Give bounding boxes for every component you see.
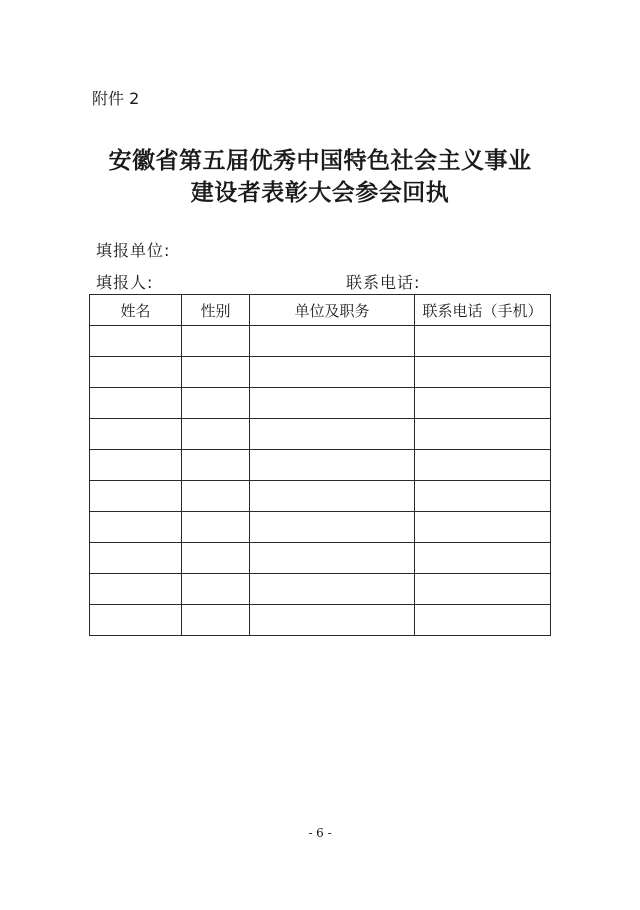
table-row [90,419,551,450]
table-row [90,605,551,636]
table-row [90,388,551,419]
cell-name[interactable] [90,388,182,419]
header-name: 姓名 [90,295,182,326]
cell-gender[interactable] [182,450,250,481]
cell-unit-position[interactable] [250,574,415,605]
header-unit-position: 单位及职务 [250,295,415,326]
reporting-unit-label: 填报单位: [96,241,171,260]
cell-unit-position[interactable] [250,543,415,574]
cell-unit-position[interactable] [250,481,415,512]
cell-mobile-phone[interactable] [415,605,551,636]
cell-unit-position[interactable] [250,605,415,636]
table-row [90,357,551,388]
document-title-line1: 安徽省第五届优秀中国特色社会主义事业 [108,147,532,174]
cell-name[interactable] [90,326,182,357]
table-row [90,481,551,512]
cell-name[interactable] [90,357,182,388]
cell-mobile-phone[interactable] [415,419,551,450]
cell-name[interactable] [90,512,182,543]
cell-name[interactable] [90,481,182,512]
cell-unit-position[interactable] [250,357,415,388]
cell-gender[interactable] [182,419,250,450]
cell-mobile-phone[interactable] [415,481,551,512]
cell-unit-position[interactable] [250,450,415,481]
cell-name[interactable] [90,574,182,605]
cell-gender[interactable] [182,605,250,636]
cell-mobile-phone[interactable] [415,543,551,574]
attachment-label: 附件 2 [92,89,140,108]
table-row [90,512,551,543]
cell-name[interactable] [90,605,182,636]
cell-gender[interactable] [182,512,250,543]
cell-mobile-phone[interactable] [415,574,551,605]
header-gender: 性别 [182,295,250,326]
cell-name[interactable] [90,543,182,574]
table-body [90,326,551,636]
cell-mobile-phone[interactable] [415,326,551,357]
cell-gender[interactable] [182,543,250,574]
attendance-form-table [89,294,551,636]
table-header-row [90,295,551,326]
cell-gender[interactable] [182,481,250,512]
header-mobile-phone: 联系电话（手机） [415,295,551,326]
document-title-line2: 建设者表彰大会参会回执 [190,179,450,206]
cell-mobile-phone[interactable] [415,357,551,388]
contact-phone-label: 联系电话: [346,273,421,292]
table-row [90,574,551,605]
cell-unit-position[interactable] [250,388,415,419]
cell-mobile-phone[interactable] [415,450,551,481]
page-number: - 6 - [308,826,332,840]
cell-unit-position[interactable] [250,512,415,543]
cell-mobile-phone[interactable] [415,388,551,419]
cell-gender[interactable] [182,574,250,605]
cell-name[interactable] [90,450,182,481]
cell-mobile-phone[interactable] [415,512,551,543]
cell-gender[interactable] [182,326,250,357]
cell-gender[interactable] [182,357,250,388]
cell-unit-position[interactable] [250,419,415,450]
table-row [90,326,551,357]
cell-unit-position[interactable] [250,326,415,357]
table-row [90,450,551,481]
cell-gender[interactable] [182,388,250,419]
table-row [90,543,551,574]
cell-name[interactable] [90,419,182,450]
reporter-label: 填报人: [96,273,154,292]
